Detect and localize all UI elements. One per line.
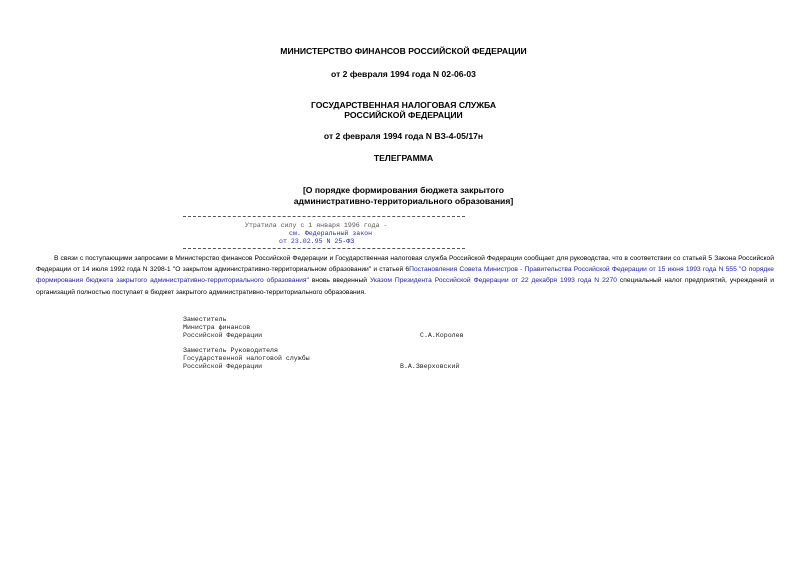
document-title-line2: административно-территориального образования] [293, 196, 514, 206]
status-law-date-link[interactable]: от 23.02.95 N 25-ФЗ [279, 238, 355, 245]
signature-2-org: Российской Федерации [183, 363, 263, 370]
divider-top [183, 216, 465, 217]
divider-bottom [183, 248, 465, 249]
status-law-link[interactable]: см. Федеральный закон [289, 230, 373, 237]
service-date: от 2 февраля 1994 года N ВЗ-4-05/17н [323, 131, 484, 141]
status-note: Утратила силу с 1 января 1996 года - [245, 222, 388, 229]
body-text-part1: В связи с поступающими запросами в Министерство финансов Российской Федерации и Государственная налоговая служба Российской Федерации сообщает для руководства, что в соответствии со статьей 5 Закона Российской Федерации от 14 июля 1992 года N 3298-1 "О закрытом административно-территориальном образовании" и статьей 6 [36, 255, 774, 274]
signature-2-title: Заместитель Руководителя [183, 347, 278, 354]
service-heading-line2: РОССИЙСКОЙ ФЕДЕРАЦИИ [344, 110, 463, 120]
resolution-link[interactable]: Постановления Совета Министров - Правительства Российской Федерации от 15 июня 1993 года N 555 "О порядке формирования бюджета закрытого административно-территориального образования" [36, 266, 774, 285]
body-text-part2: вновь введенный [308, 277, 370, 285]
ministry-date: от 2 февраля 1994 года N 02-06-03 [331, 69, 476, 79]
ministry-heading: МИНИСТЕРСТВО ФИНАНСОВ РОССИЙСКОЙ ФЕДЕРАЦИИ [280, 46, 527, 56]
signature-1-title: Заместитель [183, 316, 227, 323]
signature-2-position: Государственной налоговой службы [183, 355, 310, 362]
document-title-line1: [О порядке формирования бюджета закрытого [302, 185, 505, 195]
decree-link[interactable]: Указом Президента Российской Федерации от 22 декабря 1993 года N 2270 [369, 277, 617, 285]
body-text-part3: специальный налог предприятий, учреждений и организаций полностью поступает в бюджет закрытого административно-территориального образования. [36, 277, 774, 296]
signature-2-name: В.А.Зверховский [400, 363, 460, 370]
service-heading-line1: ГОСУДАРСТВЕННАЯ НАЛОГОВАЯ СЛУЖБА [310, 100, 497, 110]
signature-1-name: С.А.Королев [420, 332, 464, 339]
body-paragraph [36, 253, 774, 298]
document-type: ТЕЛЕГРАММА [373, 153, 434, 163]
signature-1-position: Министра финансов [183, 324, 251, 331]
signature-1-org: Российской Федерации [183, 332, 263, 339]
